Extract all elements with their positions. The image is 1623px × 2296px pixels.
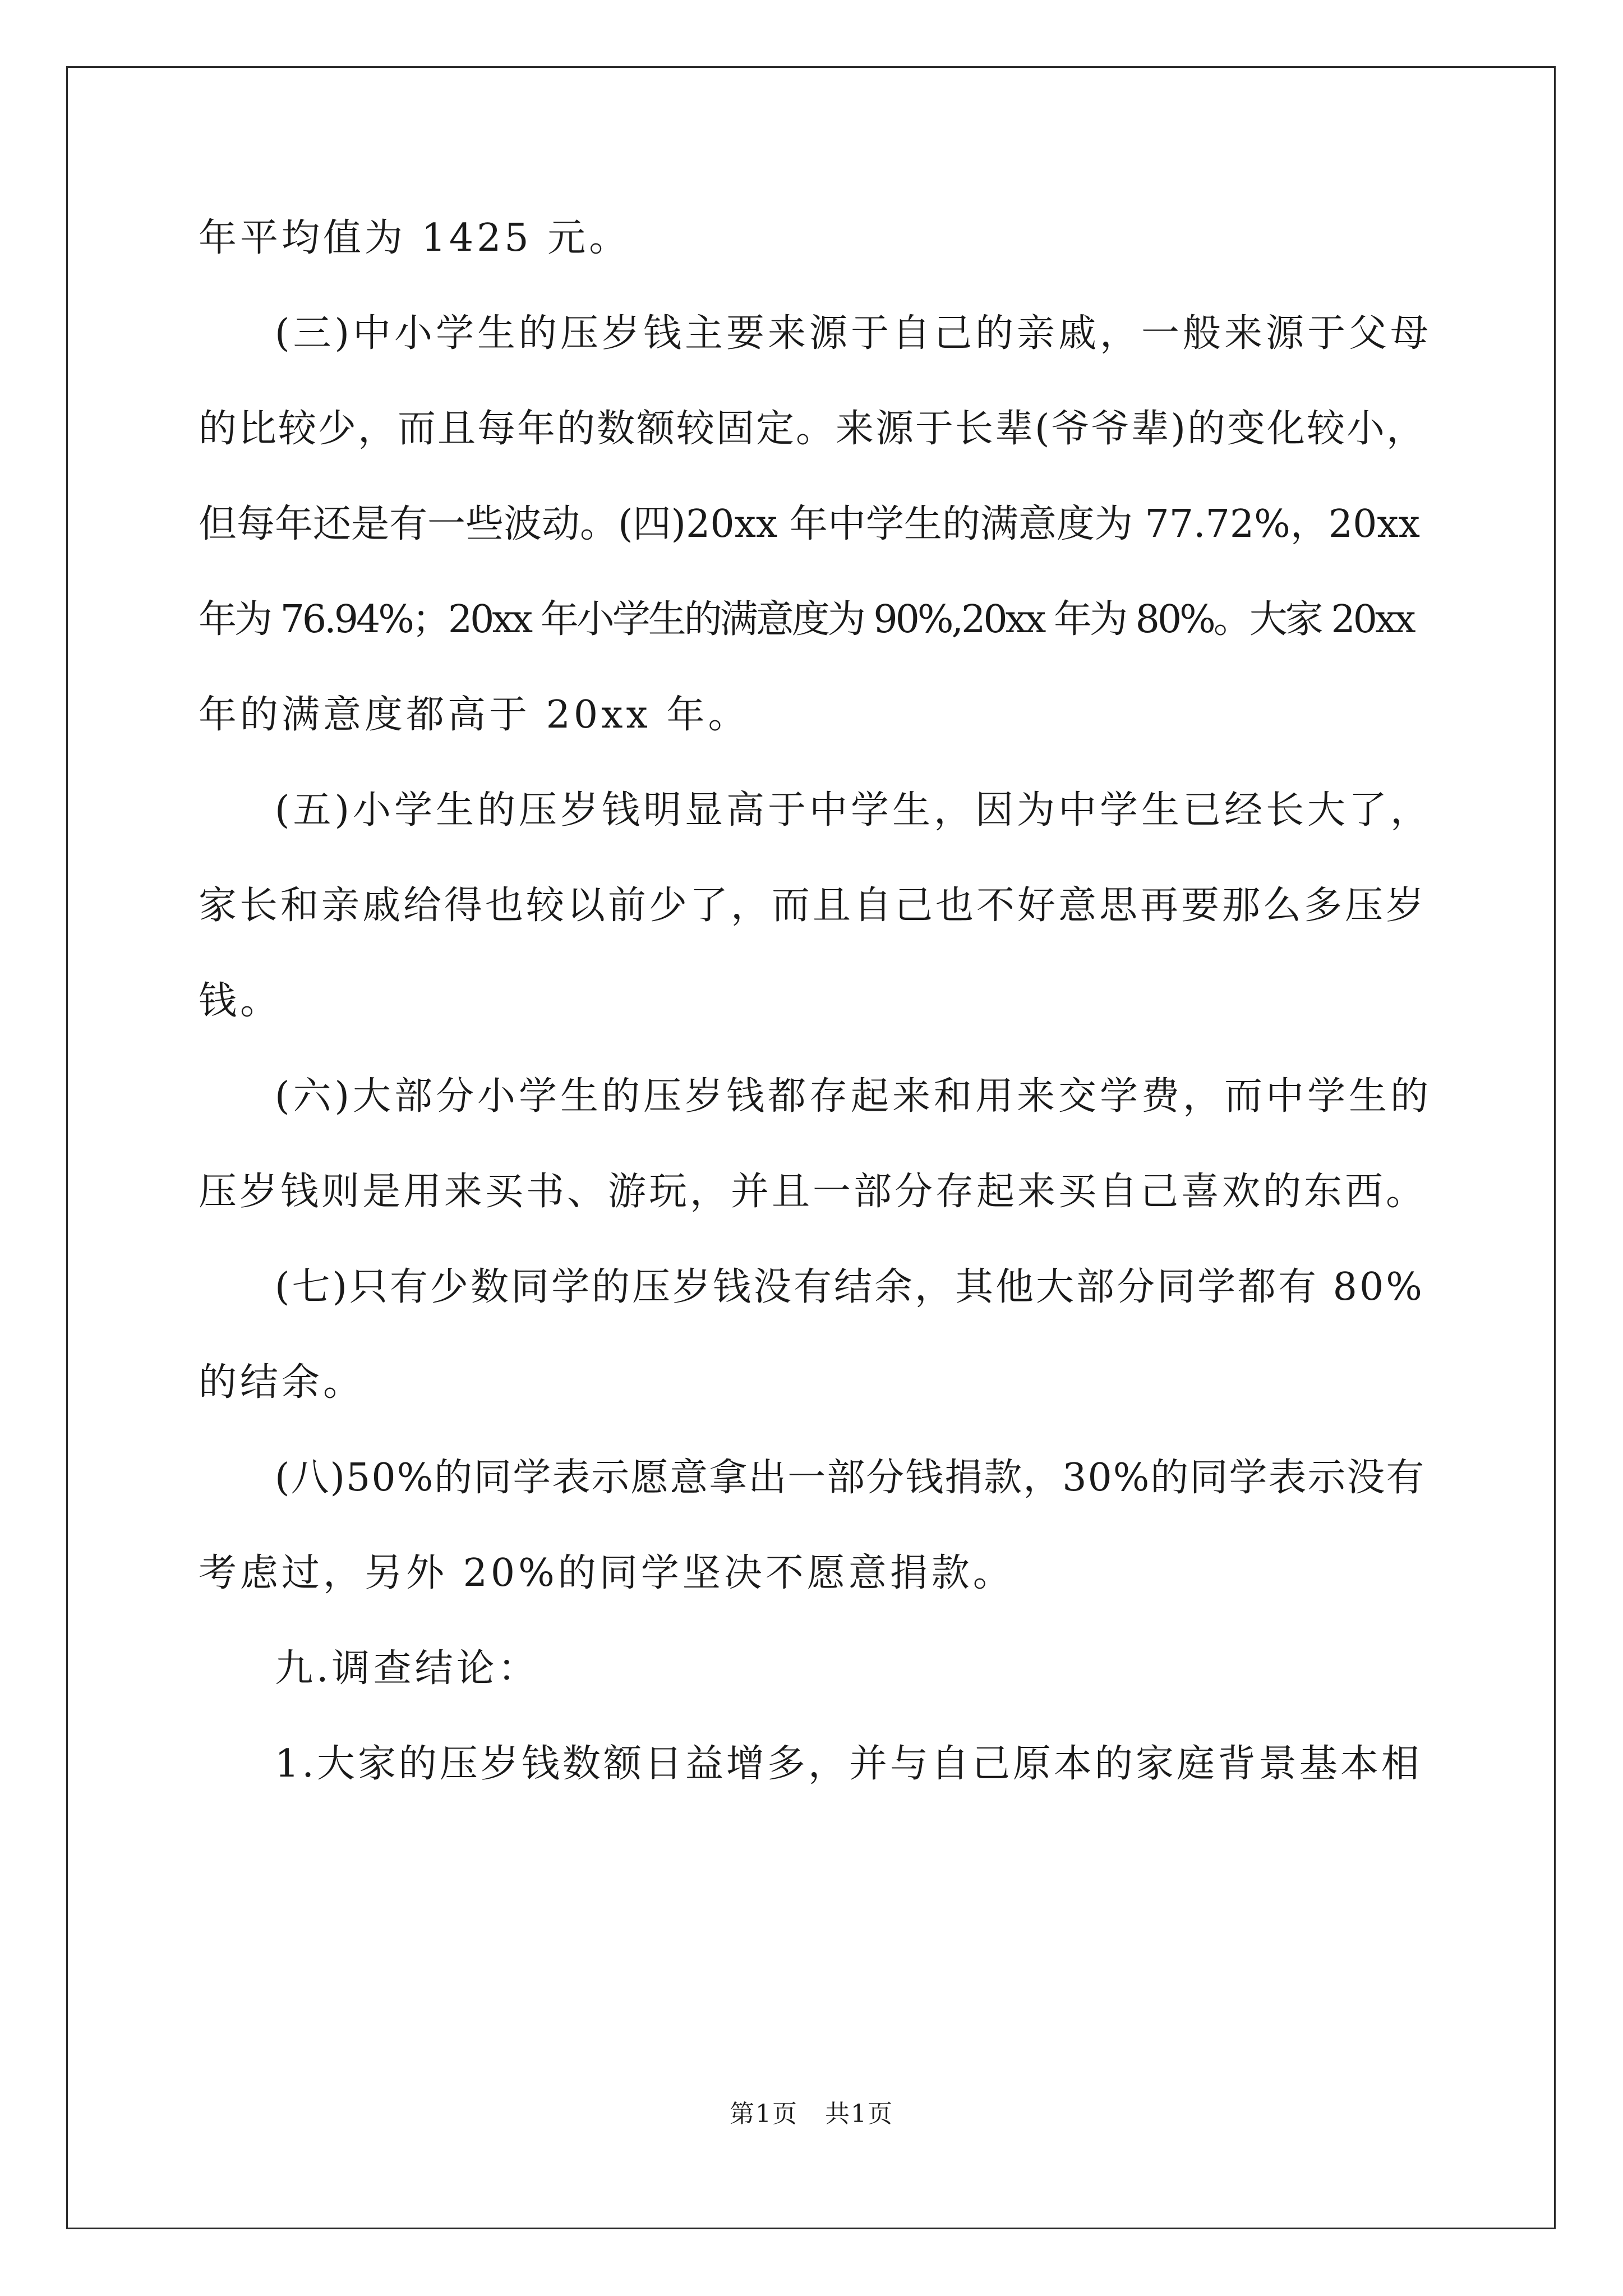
- text-line: 年平均值为 1425 元。: [199, 216, 631, 260]
- text-line: (八)50%的同学表示愿意拿出一部分钱捐款，30%的同学表示没有: [275, 1456, 1426, 1500]
- text-line: 家长和亲戚给得也较以前少了，而且自己也不好意思再要那么多压岁: [199, 884, 1427, 928]
- page-footer: 第1页 共1页: [730, 2100, 893, 2128]
- text-line: 年为 76.94%；20xx 年小学生的满意度为 90%,20xx 年为 80%。大家 20xx: [199, 597, 1414, 642]
- text-line: 钱。: [199, 979, 282, 1023]
- text-line: 1.大家的压岁钱数额日益增多，并与自己原本的家庭背景基本相: [275, 1742, 1422, 1786]
- document-body: [199, 191, 1438, 1812]
- text-line: (七)只有少数同学的压岁钱没有结余，其他大部分同学都有 80%: [275, 1265, 1424, 1309]
- section-heading: 九.调查结论：: [275, 1646, 540, 1691]
- text-line: 年的满意度都高于 20xx 年。: [199, 693, 750, 737]
- text-line: 的结余。: [199, 1360, 365, 1405]
- text-line: 考虑过，另外 20%的同学坚决不愿意捐款。: [199, 1551, 1015, 1595]
- text-line: (五)小学生的压岁钱明显高于中学生，因为中学生已经长大了，: [275, 788, 1432, 832]
- text-line: 的比较少，而且每年的数额较固定。来源于长辈(爷爷辈)的变化较小，: [199, 407, 1427, 451]
- text-line: 压岁钱则是用来买书、游玩，并且一部分存起来买自己喜欢的东西。: [199, 1170, 1427, 1214]
- text-line: 但每年还是有一些波动。(四)20xx 年中学生的满意度为 77.72%，20xx: [199, 502, 1421, 546]
- text-line: (三)中小学生的压岁钱主要来源于自己的亲戚，一般来源于父母: [275, 311, 1432, 356]
- text-line: (六)大部分小学生的压岁钱都存起来和用来交学费，而中学生的: [275, 1074, 1432, 1119]
